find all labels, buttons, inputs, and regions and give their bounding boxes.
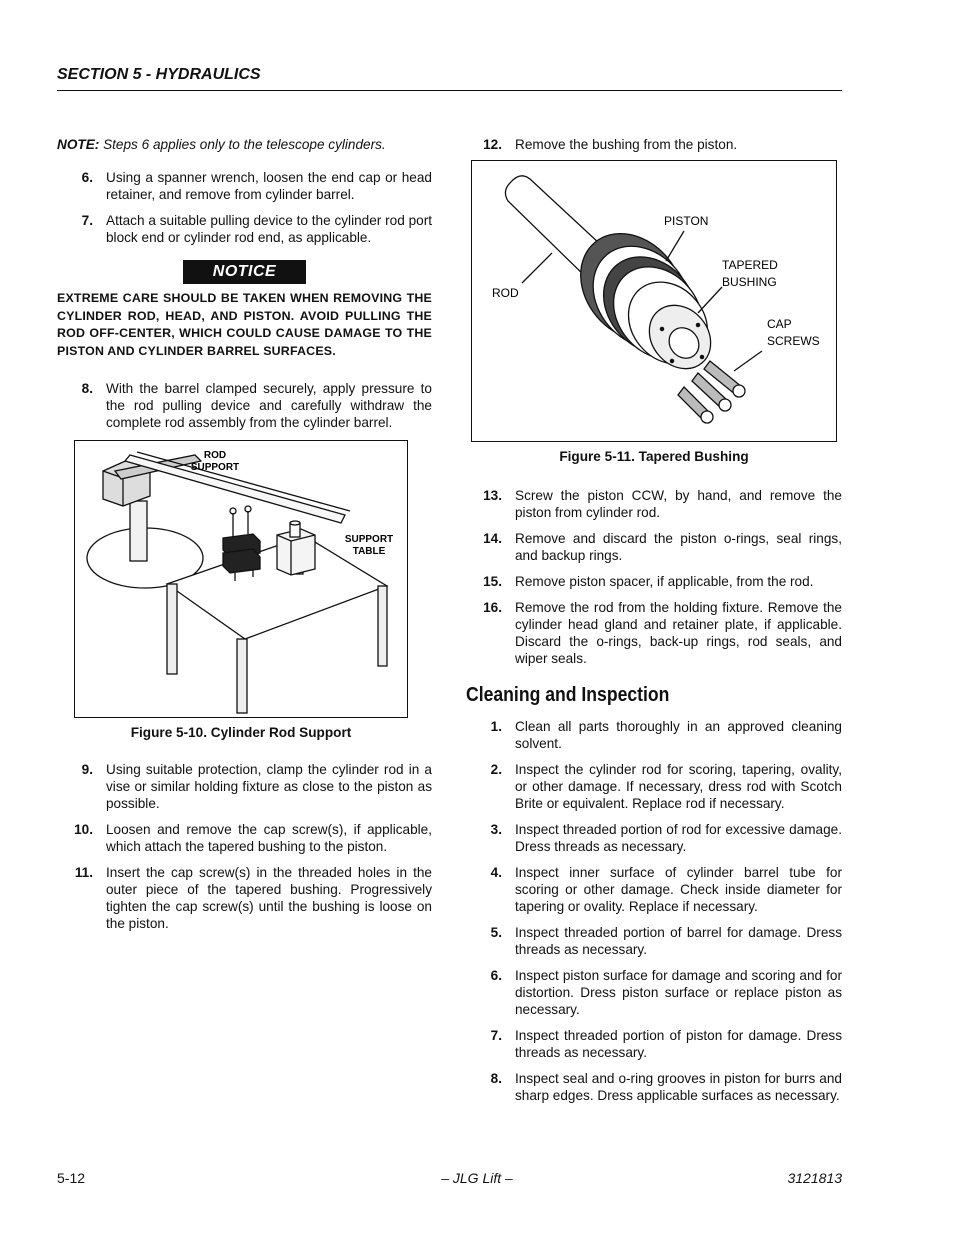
figure-5-11 [471, 160, 837, 465]
steps-12 [466, 136, 842, 153]
notice-text: EXTREME CARE SHOULD BE TAKEN WHEN REMOVING THE CYLINDER ROD, HEAD, AND PISTON. AVOID PULLING THE ROD OFF-CENTER, WHICH COULD CAUSE DAMAGE TO THE PISTON AND CYLINDER BARREL SURFACES. [57, 291, 432, 358]
list-item [57, 761, 432, 812]
step-text: Remove and discard the piston o-rings, seal rings, and backup rings. [515, 531, 842, 563]
list-item [466, 487, 842, 521]
list-item [466, 136, 842, 153]
step-number: 7. [490, 1028, 502, 1043]
step-number: 14. [483, 531, 502, 546]
figure-5-10 [74, 440, 408, 741]
step-number: 12. [483, 137, 502, 152]
steps-9-11 [57, 761, 432, 932]
step-text: Inspect threaded portion of barrel for damage. Dress threads as necessary. [515, 925, 842, 957]
label-tapered: TAPERED [722, 258, 778, 272]
footer-page-number: 5-12 [57, 1170, 86, 1186]
step-number: 5. [490, 925, 502, 940]
figure-5-10-caption: Figure 5-10. Cylinder Rod Support [130, 725, 352, 740]
step-text: Inspect seal and o-ring grooves in piston for burrs and sharp edges. Dress applicable surfaces as necessary. [515, 1071, 842, 1103]
section-title: Cleaning and Inspection [466, 684, 670, 706]
step-text: Inspect threaded portion of rod for excessive damage. Dress threads as necessary. [515, 822, 842, 854]
list-item [466, 530, 842, 564]
list-item [466, 864, 842, 915]
step-number: 6. [490, 968, 502, 983]
step-number: 3. [490, 822, 502, 837]
note-text: Steps 6 applies only to the telescope cylinders. [103, 137, 386, 152]
step-text: Inspect inner surface of cylinder barrel tube for scoring or other damage. Check inside diameter for tapering or ovality. Replace if necessary. [515, 865, 842, 914]
step-text: Inspect the cylinder rod for scoring, tapering, ovality, or other damage. If necessary, dress rod with Scotch Brite or equivalent. Replace rod if necessary. [515, 762, 842, 811]
note [57, 136, 432, 153]
steps-13-16 [466, 487, 842, 667]
list-item [466, 761, 842, 812]
step-number: 8. [490, 1071, 502, 1086]
step-text: Screw the piston CCW, by hand, and remove the piston from cylinder rod. [515, 488, 842, 520]
label-cap: CAP [767, 317, 792, 331]
step-number: 4. [490, 865, 502, 880]
step-text: Remove piston spacer, if applicable, from the rod. [515, 574, 814, 589]
step-number: 6. [81, 170, 93, 185]
cleaning-steps [466, 718, 842, 1104]
step-number: 10. [74, 822, 93, 837]
step-text: Using a spanner wrench, loosen the end cap or head retainer, and remove from cylinder barrel. [106, 170, 432, 202]
cylinder-rod-support-illustration [75, 441, 407, 715]
step-text: Attach a suitable pulling device to the cylinder rod port block end or cylinder rod end, as applicable. [106, 213, 432, 245]
figure-5-10-box [74, 440, 408, 718]
label-bushing: BUSHING [722, 275, 777, 289]
footer-center: – JLG Lift – [441, 1170, 513, 1186]
label-piston: PISTON [664, 214, 709, 228]
step-text: Using suitable protection, clamp the cylinder rod in a vise or similar holding fixture as close to the piston as possible. [106, 762, 432, 811]
list-item [57, 212, 432, 246]
note-label: NOTE: [57, 137, 100, 152]
label-rod-support-1: ROD [203, 450, 227, 461]
list-item [466, 1027, 842, 1061]
step-text: Inspect piston surface for damage and scoring and for distortion. Dress piston surface or replace piston as necessary. [515, 968, 842, 1017]
steps-6-7 [57, 169, 432, 246]
left-column [57, 136, 432, 941]
step-number: 2. [490, 762, 502, 777]
label-rod: ROD [492, 286, 519, 300]
list-item [466, 967, 842, 1018]
step-text: Loosen and remove the cap screw(s), if applicable, which attach the tapered bushing to the piston. [106, 822, 432, 854]
step-number: 9. [81, 762, 93, 777]
header-rule [57, 90, 842, 91]
step-number: 7. [81, 213, 93, 228]
notice-banner [57, 260, 432, 284]
list-item [57, 169, 432, 203]
step-number: 8. [81, 381, 93, 396]
footer-doc-number: 3121813 [787, 1170, 842, 1186]
step-text: Insert the cap screw(s) in the threaded holes in the outer piece of the tapered bushing. Progressively tighten the cap screw(s) until the bushing is loose on the piston. [106, 865, 432, 931]
step-number: 16. [483, 600, 502, 615]
list-item [466, 573, 842, 590]
list-item [466, 821, 842, 855]
label-support-table-2: TABLE [352, 546, 386, 557]
list-item [57, 864, 432, 932]
step-text: Remove the rod from the holding fixture. Remove the cylinder head gland and retainer plate, if applicable. Discard the o-rings, back-up rings, rod seals, and wiper seals. [515, 600, 842, 666]
list-item [57, 821, 432, 855]
step-text: Inspect threaded portion of piston for damage. Dress threads as necessary. [515, 1028, 842, 1060]
step-number: 15. [483, 574, 502, 589]
figure-5-11-caption: Figure 5-11. Tapered Bushing [559, 449, 749, 464]
label-screws: SCREWS [767, 334, 820, 348]
step-number: 1. [490, 719, 502, 734]
figure-5-11-box [471, 160, 837, 442]
list-item [466, 718, 842, 752]
list-item [57, 380, 432, 431]
section-header: SECTION 5 - HYDRAULICS [57, 66, 261, 83]
list-item [466, 1070, 842, 1104]
steps-8 [57, 380, 432, 431]
step-text: Remove the bushing from the piston. [515, 137, 738, 152]
notice-label: NOTICE [183, 260, 306, 284]
step-text: Clean all parts thoroughly in an approved cleaning solvent. [515, 719, 842, 751]
list-item [466, 924, 842, 958]
step-text: With the barrel clamped securely, apply pressure to the rod pulling device and carefully withdraw the complete rod assembly from the cylinder barrel. [106, 381, 432, 430]
right-column [466, 136, 842, 1113]
label-support-table-1: SUPPORT [344, 534, 394, 545]
tapered-bushing-illustration [472, 161, 836, 439]
label-rod-support-2: SUPPORT [190, 462, 240, 473]
step-number: 11. [74, 865, 93, 880]
step-number: 13. [483, 488, 502, 503]
list-item [466, 599, 842, 667]
